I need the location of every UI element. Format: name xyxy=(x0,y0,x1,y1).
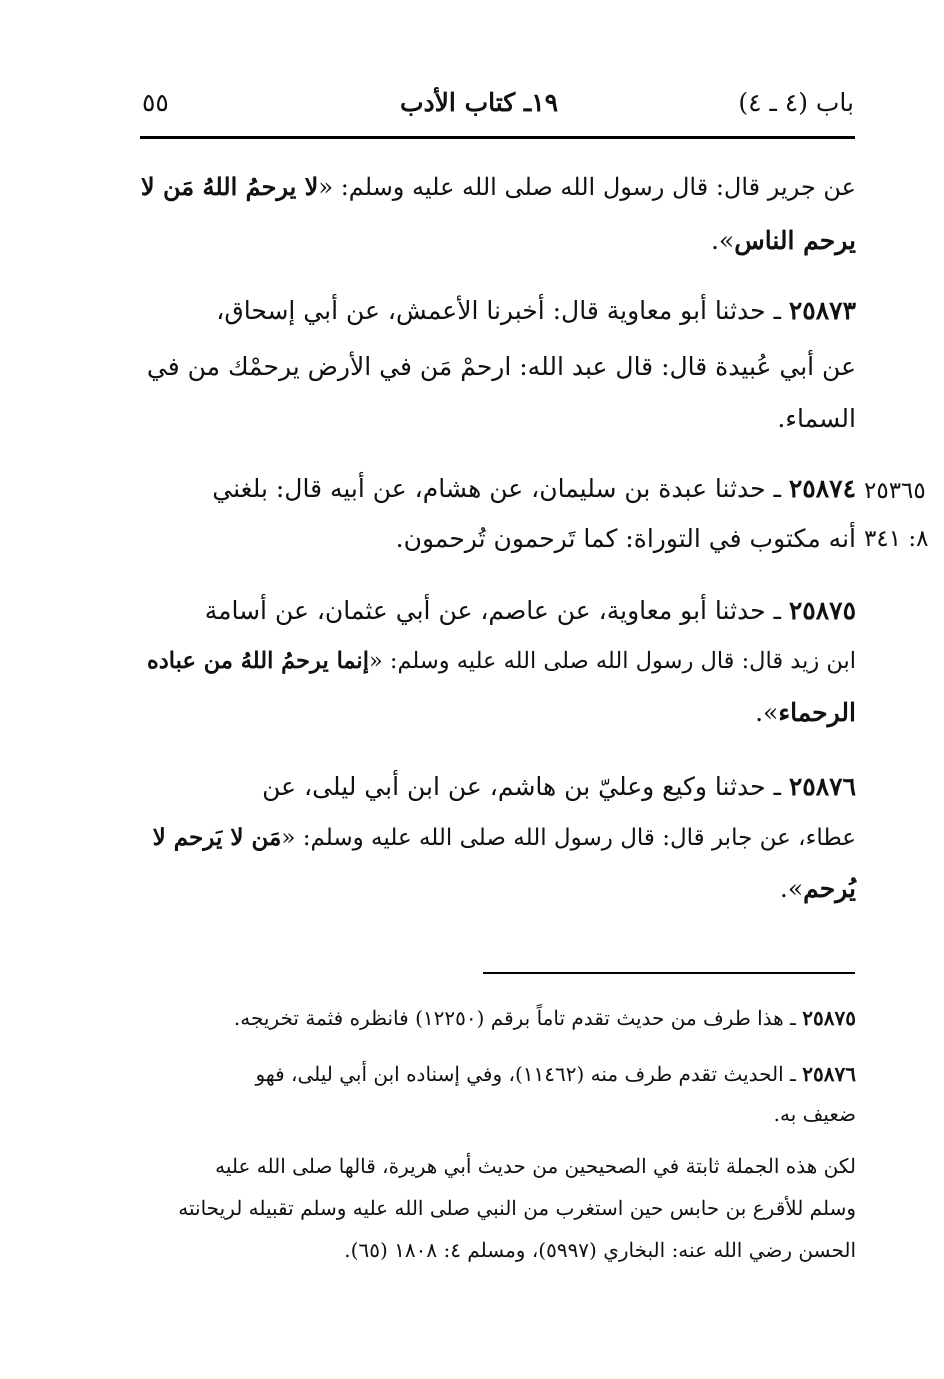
text-line: ٢٥٨٧٥ ـ حدثنا أبو معاوية، عن عاصم، عن أبي عثمان، عن أسامة xyxy=(204,596,856,625)
footnote-line: لكن هذه الجملة ثابتة في الصحيحين من حديث أبي هريرة، قالها صلى الله عليه xyxy=(215,1154,856,1178)
footnote-line: ٢٥٨٧٥ ـ هذا طرف من حديث تقدم تاماً برقم (١٢٢٥٠) فانظره فثمة تخريجه. xyxy=(233,1006,856,1030)
footnote-line: الحسن رضي الله عنه: البخاري (٥٩٩٧)، ومسلم ٤: ١٨٠٨ (٦٥). xyxy=(344,1238,856,1262)
footnote-line: ضعيف به. xyxy=(773,1102,856,1126)
text-line: الرحماء». xyxy=(755,698,856,727)
hadith-number: ٢٥٨٧٦ xyxy=(788,772,856,801)
hadith-number: ٢٥٨٧٤ xyxy=(788,474,856,503)
hadith-number: ٢٥٨٧٣ xyxy=(788,296,856,325)
margin-reference: ٨: ٣٤١ xyxy=(864,526,929,552)
text-line: أنه مكتوب في التوراة: كما تَرحمون تُرحمون. xyxy=(395,524,856,553)
text-line: عن جرير قال: قال رسول الله صلى الله عليه وسلم: «لا يرحمُ اللهُ مَن لا xyxy=(140,172,856,201)
footnote-line: ٢٥٨٧٦ ـ الحديث تقدم طرف منه (١١٤٦٢)، وفي إسناده ابن أبي ليلى، فهو xyxy=(255,1062,856,1086)
text-line: ٢٥٨٧٦ ـ حدثنا وكيع وعليّ بن هاشم، عن ابن أبي ليلى، عن xyxy=(262,772,856,801)
text-line: عطاء، عن جابر قال: قال رسول الله صلى الله عليه وسلم: «مَن لا يَرحم لا xyxy=(152,824,856,851)
text-line: عن أبي عُبيدة قال: قال عبد الله: ارحمْ مَن في الأرض يرحمْك من في xyxy=(146,352,856,381)
footnote-rule xyxy=(483,972,855,974)
book-title: ١٩ـ كتاب الأدب xyxy=(400,88,559,117)
text-line: يرحم الناس». xyxy=(710,226,856,255)
footnote-number: ٢٥٨٧٥ xyxy=(802,1006,856,1030)
page-number: ٥٥ xyxy=(142,88,169,117)
hadith-number: ٢٥٨٧٥ xyxy=(788,596,856,625)
text-line: ابن زيد قال: قال رسول الله صلى الله عليه وسلم: «إنما يرحمُ اللهُ من عباده xyxy=(147,648,856,674)
header-rule xyxy=(140,136,855,139)
text-line: يُرحم». xyxy=(779,874,856,903)
footnote-line: وسلم للأقرع بن حابس حين استغرب من النبي صلى الله عليه وسلم تقبيله لريحانته xyxy=(178,1196,856,1220)
text-line: ٢٥٨٧٤ ـ حدثنا عبدة بن سليمان، عن هشام، عن أبيه قال: بلغني xyxy=(212,474,856,503)
footnote-number: ٢٥٨٧٦ xyxy=(802,1062,856,1086)
text-line: ٢٥٨٧٣ ـ حدثنا أبو معاوية قال: أخبرنا الأعمش، عن أبي إسحاق، xyxy=(216,296,856,325)
text-line: السماء. xyxy=(777,404,856,433)
margin-reference: ٢٥٣٦٥ xyxy=(864,478,926,504)
chapter-reference: باب (٤ ـ ٤) xyxy=(738,88,854,117)
